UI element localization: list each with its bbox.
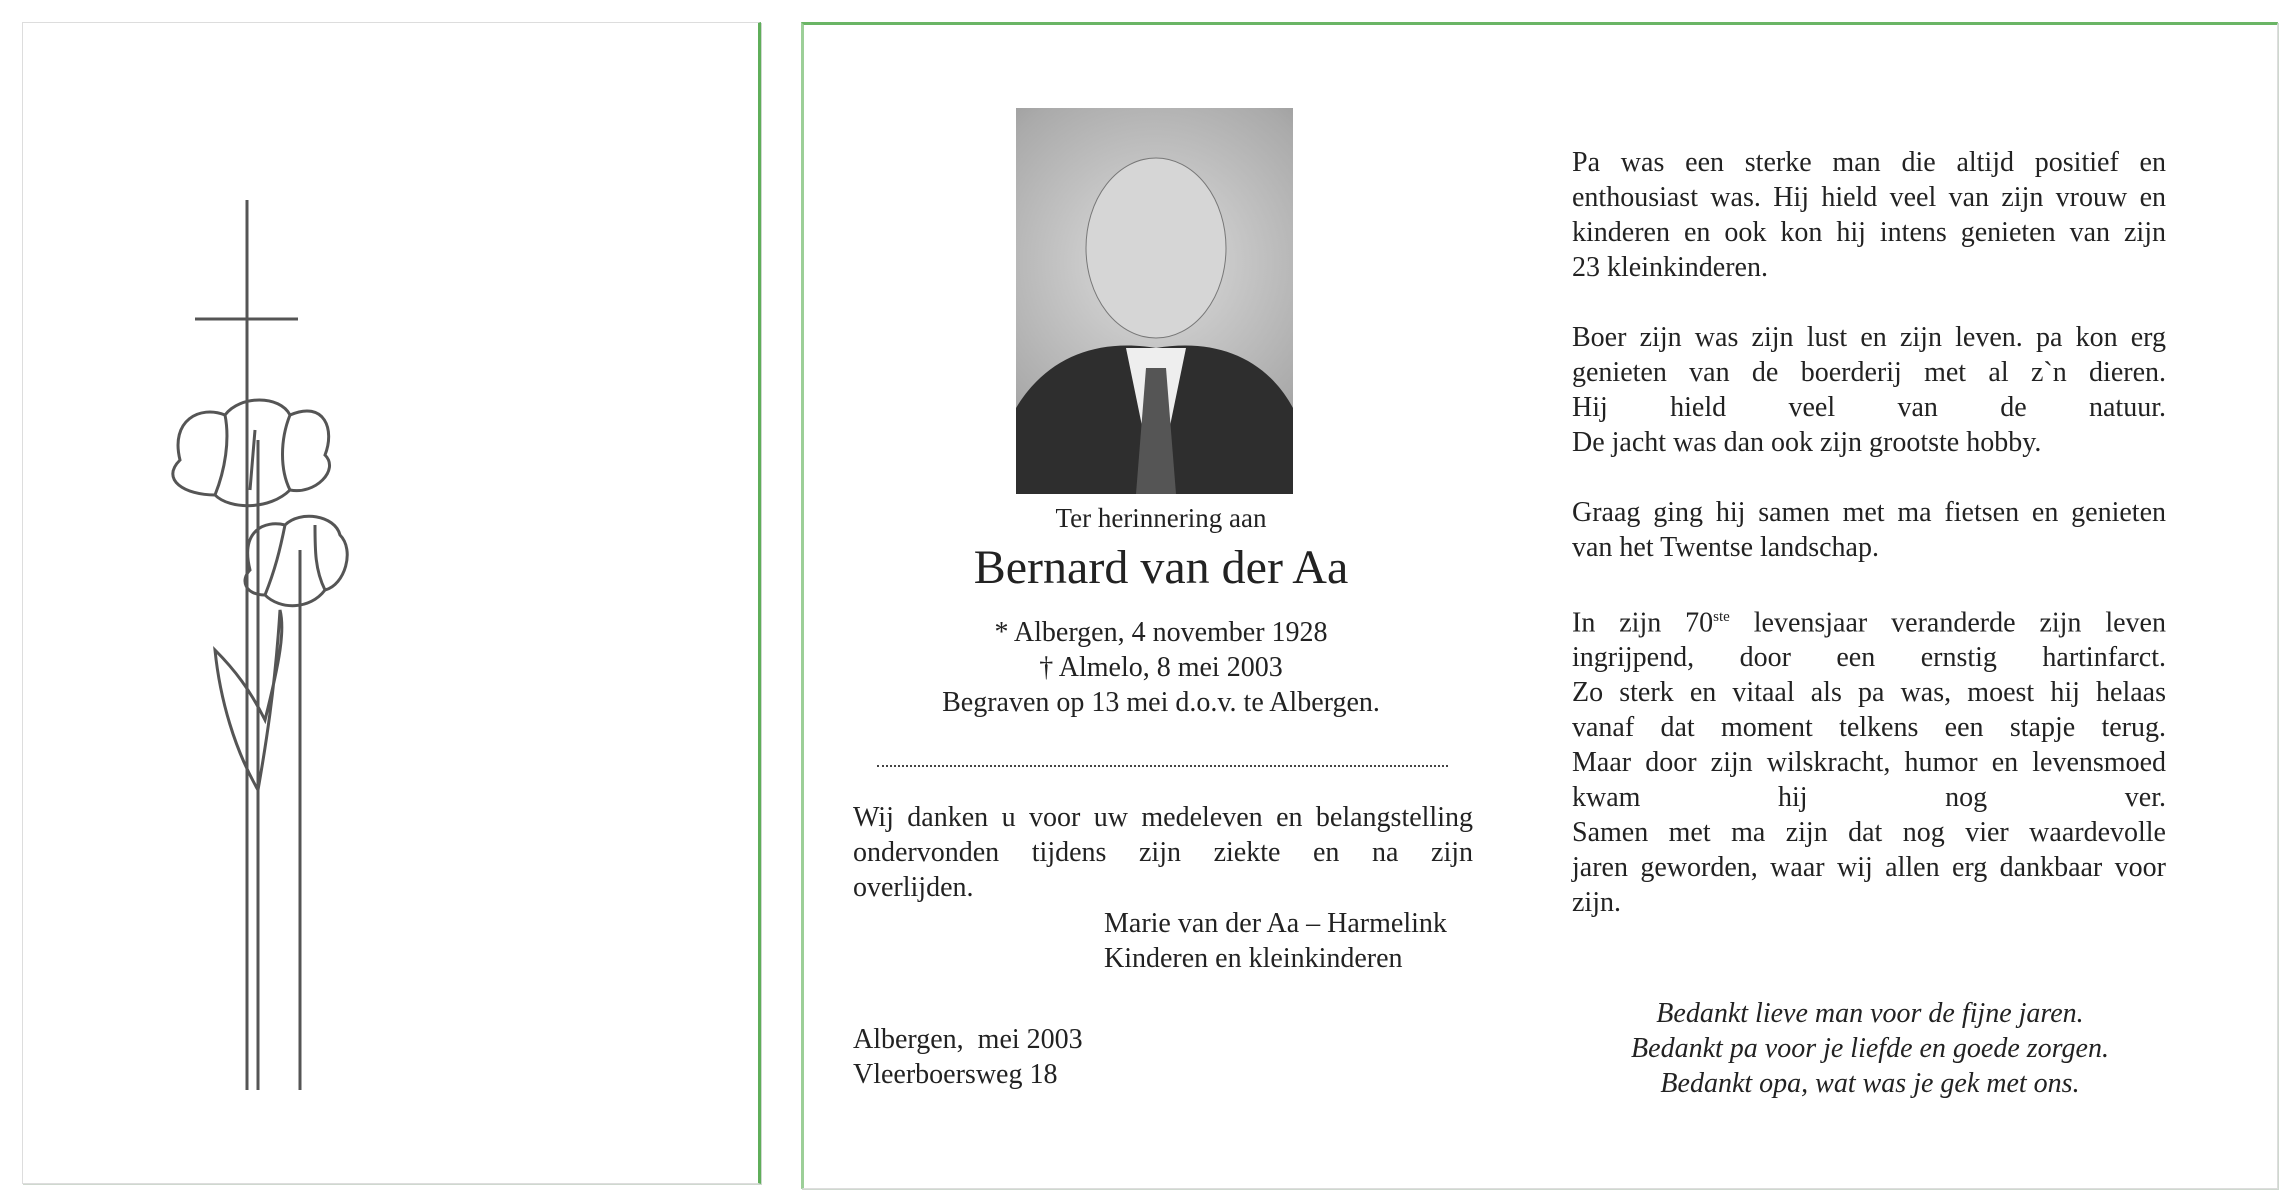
tribute-line: [1572, 460, 2166, 495]
tribute-line: kinderen en ook kon hij intens genieten van zijn: [1572, 217, 2166, 248]
thanks-line: Wij danken u voor uw medeleven en belangstelling: [853, 802, 1473, 833]
tribute-line: Graag ging hij samen met ma fietsen en genieten: [1572, 497, 2166, 528]
tribute-line: De jacht was dan ook zijn grootste hobby.: [1572, 427, 2042, 458]
tribute-line: [1572, 565, 2166, 600]
tribute-line: In zijn 70ste levensjaar veranderde zijn leven: [1572, 607, 2166, 639]
tribute-line: [1572, 285, 2166, 320]
closing-line: Bedankt pa voor je liefde en goede zorgen.: [1631, 1033, 2109, 1064]
intro-text: Ter herinnering aan: [1055, 503, 1267, 533]
place-date: Albergen, mei 2003: [853, 1024, 1083, 1055]
tribute-line: enthousiast was. Hij hield veel van zijn vrouw en: [1572, 182, 2166, 213]
deceased-name: Bernard van der Aa: [973, 541, 1349, 594]
closing-line: Bedankt opa, wat was je gek met ons.: [1660, 1068, 2080, 1099]
tribute-line: zijn.: [1572, 887, 1621, 919]
tribute-line: genieten van de boerderij met al z`n dieren.: [1572, 357, 2166, 388]
closing-line: Bedankt lieve man voor de fijne jaren.: [1656, 998, 2084, 1029]
tribute-line: jaren geworden, waar wij allen erg dankbaar voor: [1572, 852, 2166, 884]
thanks-line: ondervonden tijdens zijn ziekte en na zijn: [853, 837, 1473, 868]
tribute-line: ingrijpend, door een ernstig hartinfarct.: [1572, 642, 2166, 674]
tribute-line: Zo sterk en vitaal als pa was, moest hij helaas: [1572, 677, 2166, 709]
tribute-text: [1572, 145, 2166, 920]
card-front: [22, 22, 761, 1184]
tribute-line: Hij hield veel van de natuur.: [1572, 392, 2166, 423]
thanks-line: overlijden.: [853, 872, 974, 903]
divider: [877, 765, 1448, 767]
portrait-photo: [1016, 108, 1293, 494]
tribute-line: Samen met ma zijn dat nog vier waardevolle: [1572, 817, 2166, 849]
portrait-illustration: [1016, 108, 1293, 494]
cross-and-poppies-illustration: [140, 190, 380, 1100]
burial-info: Begraven op 13 mei d.o.v. te Albergen.: [942, 687, 1380, 718]
signer: Kinderen en kleinkinderen: [1104, 943, 1403, 974]
tribute-line: Pa was een sterke man die altijd positief en: [1572, 147, 2166, 178]
tribute-line: vanaf dat moment telkens een stapje terug.: [1572, 712, 2166, 744]
tribute-line: Maar door zijn wilskracht, humor en levensmoed: [1572, 747, 2166, 779]
tribute-line: kwam hij nog ver.: [1572, 782, 2166, 814]
tribute-line: Boer zijn was zijn lust en zijn leven. pa kon erg: [1572, 322, 2166, 353]
tribute-line: van het Twentse landschap.: [1572, 532, 1879, 563]
signer: Marie van der Aa – Harmelink: [1104, 908, 1447, 939]
death-info: † Almelo, 8 mei 2003: [1039, 652, 1283, 683]
address: Vleerboersweg 18: [853, 1059, 1058, 1090]
birth-info: * Albergen, 4 november 1928: [994, 617, 1328, 648]
tribute-line: 23 kleinkinderen.: [1572, 252, 1768, 283]
